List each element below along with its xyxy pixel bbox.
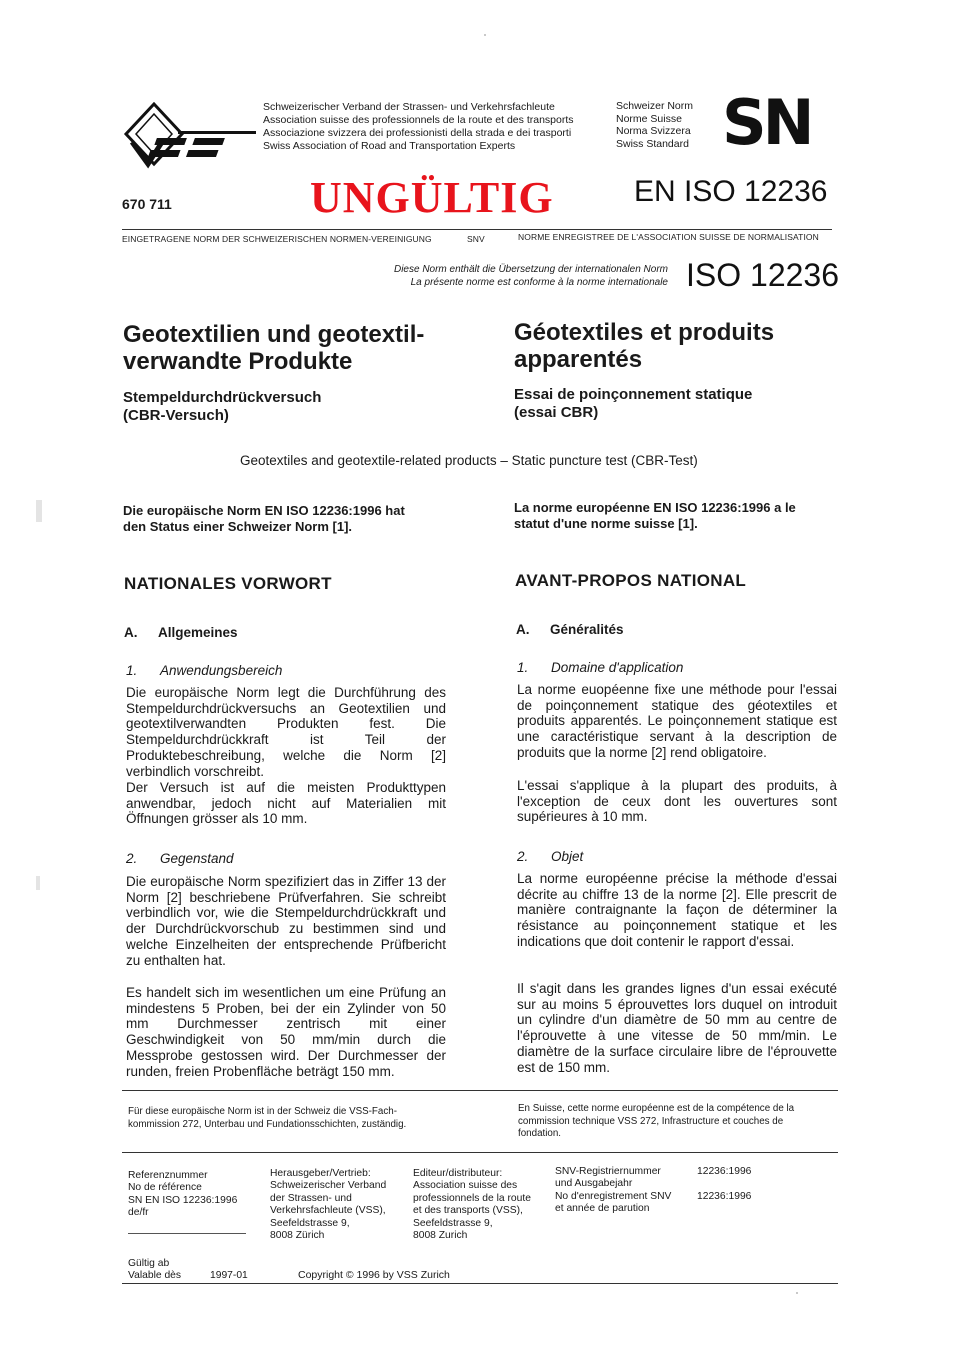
item-1-fr	[517, 660, 683, 675]
item-title: Objet	[551, 849, 584, 864]
publisher-fr: Editeur/distributeur: Association suisse des professionnels de la route et des transports (VSS), Seefeldstrasse 9, 8008 Zurich	[413, 1168, 531, 1242]
divider	[122, 1152, 838, 1153]
item-number: 1.	[126, 663, 138, 678]
section-heading-de: NATIONALES VORWORT	[124, 574, 332, 593]
snv-label: SNV	[467, 234, 485, 244]
subsection-a-fr	[516, 622, 624, 637]
iso-number: ISO 12236	[686, 257, 839, 293]
section-heading-fr: AVANT-PROPOS NATIONAL	[515, 571, 747, 590]
copyright: Copyright © 1996 by VSS Zurich	[298, 1269, 450, 1281]
valid-from-label: Gültig ab Valable dès	[128, 1258, 182, 1282]
divider	[128, 1233, 246, 1234]
standard-labels: Schweizer Norm Norme Suisse Norma Svizzera Swiss Standard	[616, 100, 694, 150]
item-number: 2.	[126, 851, 138, 866]
scan-mark	[36, 876, 40, 890]
snv-registration-values: 12236:1996 12236:1996	[697, 1166, 752, 1202]
sn-logo: SN	[722, 86, 811, 159]
item-2-de	[126, 851, 234, 866]
scan-mark	[484, 34, 486, 36]
paragraph-de-2: Der Versuch ist auf die meisten Produkttypen anwendbar, jedoch nicht auf Materialien mit Öffnungen grösser als 10 mm.	[126, 780, 446, 827]
registered-norm-de: EINGETRAGENE NORM DER SCHWEIZERISCHEN NORMEN-VEREINIGUNG	[122, 234, 432, 244]
item-2-fr	[517, 849, 583, 864]
subtitle-fr: Essai de poinçonnement statique (essai CBR)	[514, 386, 753, 421]
publisher-de: Herausgeber/Vertrieb: Schweizerischer Verband der Strassen- und Verkehrsfachleute (VSS), Seefeldstrasse 9, 8008 Zürich	[270, 1168, 387, 1242]
divider	[122, 1283, 838, 1284]
status-de: Die europäische Norm EN ISO 12236:1996 hat den Status einer Schweizer Norm [1].	[123, 503, 405, 534]
en-iso-number: EN ISO 12236	[634, 175, 828, 208]
title-fr: Géotextiles et produits apparentés	[514, 319, 775, 373]
snv-registration-label: SNV-Registriernummer und Ausgabejahr No d'enregistrement SNV et année de parution	[555, 1166, 672, 1215]
paragraph-de-4: Es handelt sich im wesentlichen um eine Prüfung an mindestens 5 Proben, bei der ein Zylinder von 50 mm Durchmesser zentrisch mit einer Geschwindigkeit von 50 mm/min durch die Messprobe gestossen wird. Der Durchmesser der runden, freien Probenfläche beträgt 150 mm.	[126, 985, 446, 1079]
divider	[122, 229, 832, 230]
subsection-a-de	[124, 625, 238, 640]
subtitle-de: Stempeldurchdrückversuch (CBR-Versuch)	[123, 389, 322, 424]
paragraph-de-3: Die europäische Norm spezifiziert das in Ziffer 13 der Norm [2] beschriebene Prüfverfahren. Sie schreibt verbindlich vor, wie die Stempeldurchdrückkraft und der Durchdrückvorschub zu bestimmen sind und welche Einzelheiten der entsprechende Prüfbericht zu enthalten hat.	[126, 874, 446, 968]
subsection-letter: A.	[516, 622, 530, 637]
document-number: 670 711	[122, 196, 172, 212]
association-names: Schweizerischer Verband der Strassen- und Verkehrsfachleute Association suisse des professionnels de la route et des transports Associazione svizzera dei professionisti della strada e dei trasporti Swiss Association of Road and Transportation Experts	[263, 101, 574, 152]
item-number: 1.	[517, 660, 529, 675]
scan-mark	[796, 1292, 798, 1294]
invalid-stamp: UNGÜLTIG	[310, 173, 554, 222]
subsection-title: Généralités	[550, 622, 624, 637]
item-title: Gegenstand	[160, 851, 234, 866]
item-title: Anwendungsbereich	[160, 663, 283, 678]
paragraph-fr-2: L'essai s'applique à la plupart des produits, à l'exception de ceux dont les ouvertures sont supérieures à 10 mm.	[517, 778, 837, 825]
title-de: Geotextilien und geotextil- verwandte Produkte	[123, 321, 425, 375]
title-en: Geotextiles and geotextile-related products – Static puncture test (CBR-Test)	[240, 453, 698, 468]
paragraph-fr-3: La norme européenne précise la méthode d'essai décrite au chiffre 13 de la norme [2]. Elle prescrit de manière contraignante la façon de déterminer la résistance au poinçonnement statique et les indications que doit contenir le rapport d'essai.	[517, 871, 837, 949]
reference-number: Referenznummer No de référence SN EN ISO 12236:1996 de/fr	[128, 1170, 238, 1219]
vss-logo	[118, 102, 258, 172]
valid-from-date: 1997-01	[210, 1270, 248, 1281]
subsection-letter: A.	[124, 625, 138, 640]
item-title: Domaine d'application	[551, 660, 684, 675]
footnote-de: Für diese europäische Norm ist in der Schweiz die VSS-Fach- kommission 272, Unterbau und Fundationsschichten, zuständig.	[128, 1106, 407, 1130]
subsection-title: Allgemeines	[158, 625, 238, 640]
scan-mark	[36, 500, 42, 522]
item-1-de	[126, 663, 282, 678]
divider	[122, 1090, 838, 1091]
footnote-fr: En Suisse, cette norme européenne est de la compétence de la commission technique VSS 272, Infrastructure et couches de fondation.	[518, 1103, 795, 1139]
paragraph-fr-4: Il s'agit dans les grandes lignes d'un essai exécuté sur au moins 5 éprouvettes lors duquel on introduit un cylindre d'un diamètre de 50 mm au centre de l'éprouvette à une vitesse de 50 mm/min. Le diamètre de la surface circulaire libre de l'éprouvette est de 150 mm.	[517, 981, 837, 1075]
translation-note: Diese Norm enthält die Übersetzung der internationalen Norm La présente norme est conforme à la norme internationale	[393, 264, 668, 288]
registered-norm-fr: NORME ENREGISTREE DE L'ASSOCIATION SUISSE DE NORMALISATION	[518, 232, 819, 242]
paragraph-fr-1: La norme euopéenne fixe une méthode pour l'essai de poinçonnement statique des géotextiles et produits apparentés. Le poinçonnement statique est une caractéristique servant à la description de produits que la norme [2] rend obligatoire.	[517, 682, 837, 760]
paragraph-de-1: Die europäische Norm legt die Durchführung des Stempeldurchdrückversuchs an Geotextilien und geotextilverwandten Produkten fest. Die Stempeldurchdrückkraft ist Teil der Produktebeschreibung, welche die Norm [2] verbindlich vorschreibt.	[126, 685, 446, 779]
status-fr: La norme européenne EN ISO 12236:1996 a le statut d'une norme suisse [1].	[514, 500, 796, 531]
item-number: 2.	[517, 849, 529, 864]
